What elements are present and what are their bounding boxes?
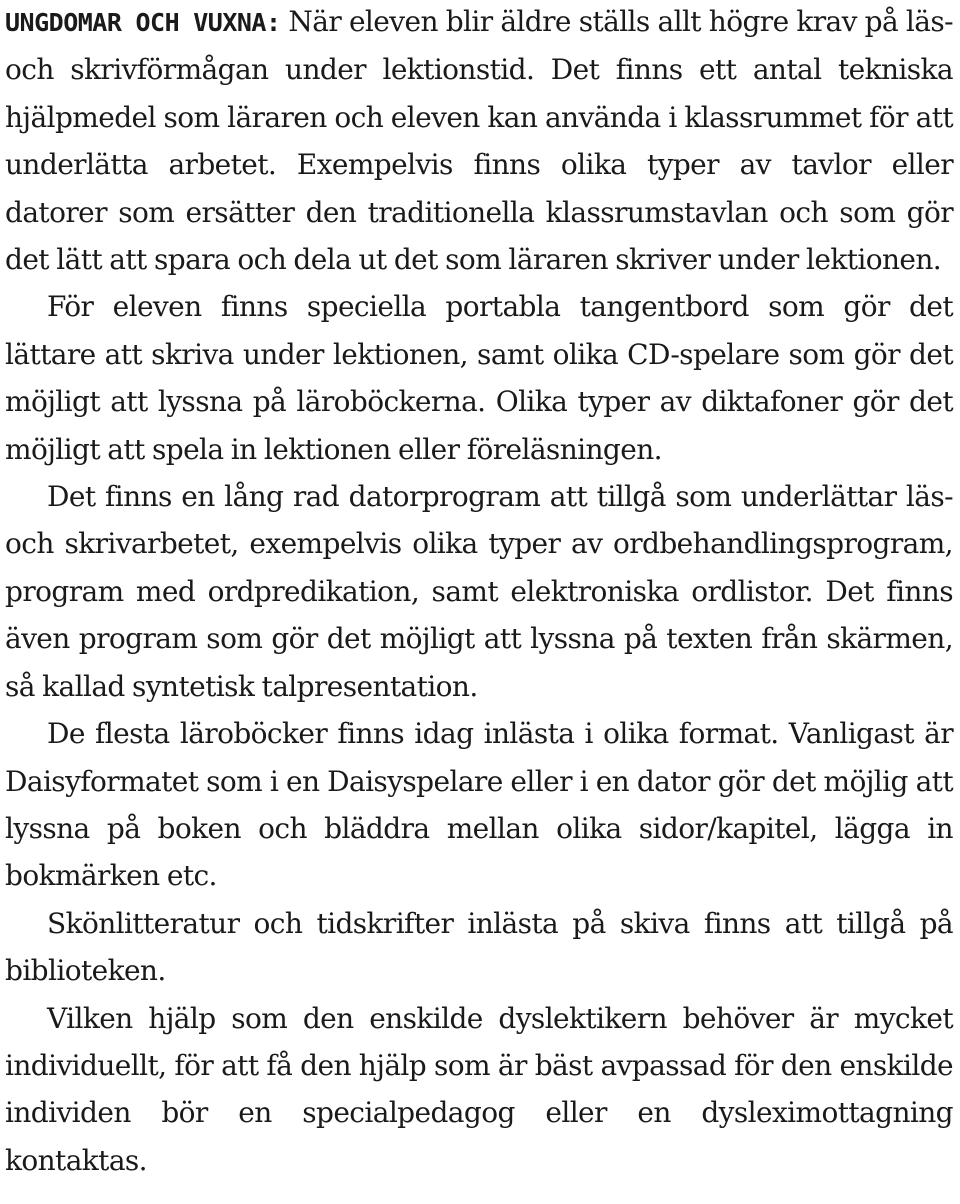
paragraph-keyboards: För eleven finns speciella portabla tangentbord som gör det lättare att skriva under lektionen, samt olika CD-spelare som gör det möjligt att lyssna på läroböckerna. Olika typer av diktafoner gör det möjligt att spela in lektionen eller föreläsningen. bbox=[5, 290, 953, 466]
paragraph-intro bbox=[5, 0, 953, 283]
paragraph-software: Det finns en lång rad datorprogram att tillgå som underlättar läs- och skrivarbetet, exempelvis olika typer av ordbehandlingsprogram, program med ordpredikation, samt elektroniska ordlistor. Det finns även program som gör det möjligt att lyssna på texten från skärmen, så kallad syntetisk talpresentation. bbox=[5, 480, 953, 703]
section-heading: UNGDOMAR OCH VUXNA: bbox=[5, 8, 281, 37]
paragraph-intro-text: När eleven blir äldre ställs allt högre krav på läs- och skrivförmågan under lektionstid. Det finns ett antal tekniska hjälpmedel som läraren och eleven kan använda i klassrummet för att underlätta arbetet. Exempelvis finns olika typer av tavlor eller datorer som ersätter den traditionella klassrumstavlan och som gör det lätt att spara och dela ut det som läraren skriver under lektionen. bbox=[5, 5, 953, 277]
paragraph-daisy: De flesta läroböcker finns idag inlästa i olika format. Vanligast är Daisyformatet som i en Daisyspelare eller i en dator gör det möjlig att lyssna på boken och bläddra mellan olika sidor/kapitel, lägga in bokmärken etc. bbox=[5, 717, 953, 893]
paragraph-individual-help: Vilken hjälp som den enskilde dyslektikern behöver är mycket individuellt, för att få den hjälp som är bäst avpassad för den enskilde individen bör en specialpedagog eller en dysleximottagning kontaktas. bbox=[5, 1001, 953, 1177]
paragraph-library: Skönlitteratur och tidskrifter inlästa på skiva finns att tillgå på biblioteken. bbox=[5, 906, 953, 988]
